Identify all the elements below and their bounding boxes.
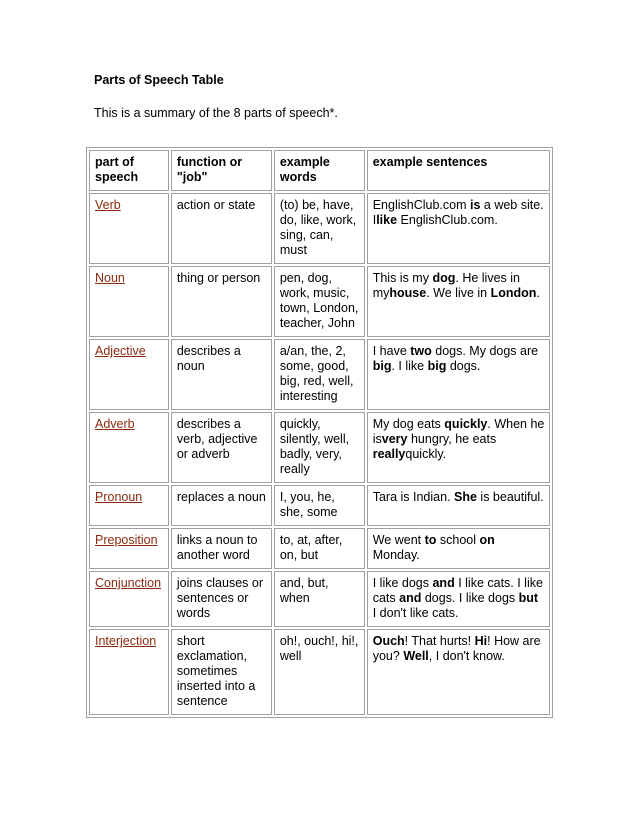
example-keyword: quickly — [444, 417, 488, 431]
function-cell: describes a verb, adjective or adverb — [171, 412, 272, 483]
example-words-cell: oh!, ouch!, hi!, well — [274, 629, 365, 715]
example-sentence-cell — [367, 629, 550, 715]
sentence-fragment: ! How are you? — [372, 634, 541, 663]
example-sentence-cell — [367, 571, 550, 627]
table-row — [89, 629, 550, 715]
example-words-cell: (to) be, have, do, like, work, sing, can, must — [274, 193, 365, 264]
part-of-speech-cell — [89, 528, 169, 569]
part-of-speech-cell — [89, 485, 169, 526]
sentence-fragment: . When he is — [372, 417, 545, 446]
example-sentence-cell — [367, 266, 550, 337]
part-of-speech-link[interactable]: Interjection — [95, 634, 157, 648]
example-words-cell: quickly, silently, well, badly, very, really — [274, 412, 365, 483]
sentence-fragment: school — [436, 533, 480, 547]
part-of-speech-link[interactable]: Adjective — [95, 344, 146, 358]
example-keyword: like — [376, 213, 398, 227]
sentence-fragment: is beautiful. — [476, 490, 544, 504]
table-row — [89, 485, 550, 526]
sentence-fragment: . — [536, 286, 540, 300]
part-of-speech-link[interactable]: Conjunction — [95, 576, 162, 590]
example-sentence-cell — [367, 412, 550, 483]
example-keyword: house — [389, 286, 427, 300]
example-words-cell: a/an, the, 2, some, good, big, red, well, interesting — [274, 339, 365, 410]
example-keyword: big — [427, 359, 447, 373]
function-cell: links a noun to another word — [171, 528, 272, 569]
part-of-speech-cell — [89, 193, 169, 264]
example-keyword: is — [469, 198, 481, 212]
part-of-speech-cell — [89, 412, 169, 483]
table-row — [89, 193, 550, 264]
sentence-fragment: dogs. I like dogs — [421, 591, 519, 605]
part-of-speech-cell — [89, 339, 169, 410]
sentence-fragment: , I don't know. — [428, 649, 505, 663]
part-of-speech-cell — [89, 266, 169, 337]
part-of-speech-cell — [89, 629, 169, 715]
example-words-cell: pen, dog, work, music, town, London, teacher, John — [274, 266, 365, 337]
sentence-fragment: dogs. — [446, 359, 481, 373]
sentence-fragment: We went — [372, 533, 425, 547]
example-words-cell: to, at, after, on, but — [274, 528, 365, 569]
example-keyword: to — [424, 533, 437, 547]
example-keyword: She — [454, 490, 477, 504]
page-title: Parts of Speech Table — [94, 73, 224, 87]
example-keyword: Well — [403, 649, 429, 663]
example-keyword: London — [490, 286, 537, 300]
header-function: function or "job" — [171, 150, 272, 191]
table-header-row — [89, 150, 550, 191]
sentence-fragment: My dog eats — [372, 417, 445, 431]
example-words-cell: I, you, he, she, some — [274, 485, 365, 526]
example-sentence-cell — [367, 193, 550, 264]
table-row — [89, 571, 550, 627]
function-cell: replaces a noun — [171, 485, 272, 526]
example-keyword: on — [479, 533, 495, 547]
sentence-fragment: This is my — [372, 271, 433, 285]
sentence-fragment: quickly. — [405, 447, 447, 461]
function-cell: joins clauses or sentences or words — [171, 571, 272, 627]
function-cell: thing or person — [171, 266, 272, 337]
table-row — [89, 339, 550, 410]
example-keyword: and — [432, 576, 455, 590]
table-row — [89, 266, 550, 337]
sentence-fragment: dogs. My dogs are — [431, 344, 539, 358]
intro-text: This is a summary of the 8 parts of speech*. — [94, 106, 338, 120]
example-sentence-cell — [367, 339, 550, 410]
example-keyword: dog — [432, 271, 456, 285]
part-of-speech-link[interactable]: Preposition — [95, 533, 158, 547]
part-of-speech-cell — [89, 571, 169, 627]
sentence-fragment: . We live in — [426, 286, 491, 300]
function-cell: describes a noun — [171, 339, 272, 410]
table-row — [89, 528, 550, 569]
header-example-words: example words — [274, 150, 365, 191]
sentence-fragment: hungry, he eats — [407, 432, 497, 446]
part-of-speech-link[interactable]: Noun — [95, 271, 125, 285]
sentence-fragment: . I like — [391, 359, 428, 373]
sentence-fragment: I like dogs — [372, 576, 433, 590]
part-of-speech-link[interactable]: Verb — [95, 198, 121, 212]
example-words-cell: and, but, when — [274, 571, 365, 627]
parts-of-speech-table — [86, 147, 553, 718]
function-cell: short exclamation, sometimes inserted into a sentence — [171, 629, 272, 715]
example-keyword: two — [410, 344, 432, 358]
example-keyword: very — [381, 432, 408, 446]
function-cell: action or state — [171, 193, 272, 264]
sentence-fragment: Tara is Indian. — [372, 490, 455, 504]
example-keyword: Ouch — [372, 634, 405, 648]
sentence-fragment: Monday. — [372, 548, 420, 562]
header-part-of-speech: part of speech — [89, 150, 169, 191]
sentence-fragment: . He lives in my — [372, 271, 520, 300]
example-keyword: really — [372, 447, 406, 461]
example-sentence-cell — [367, 485, 550, 526]
header-example-sentences: example sentences — [367, 150, 550, 191]
table-row — [89, 412, 550, 483]
sentence-fragment: EnglishClub.com — [372, 198, 470, 212]
part-of-speech-link[interactable]: Adverb — [95, 417, 135, 431]
example-keyword: and — [399, 591, 422, 605]
part-of-speech-link[interactable]: Pronoun — [95, 490, 143, 504]
sentence-fragment: I have — [372, 344, 411, 358]
example-keyword: big — [372, 359, 392, 373]
sentence-fragment: ! That hurts! — [404, 634, 475, 648]
example-keyword: but — [518, 591, 539, 605]
example-sentence-cell — [367, 528, 550, 569]
sentence-fragment: EnglishClub.com. — [397, 213, 498, 227]
example-keyword: Hi — [474, 634, 488, 648]
sentence-fragment: I like cats. I like cats — [372, 576, 543, 605]
sentence-fragment: a web site. I — [372, 198, 544, 227]
sentence-fragment: I don't like cats. — [372, 606, 459, 620]
